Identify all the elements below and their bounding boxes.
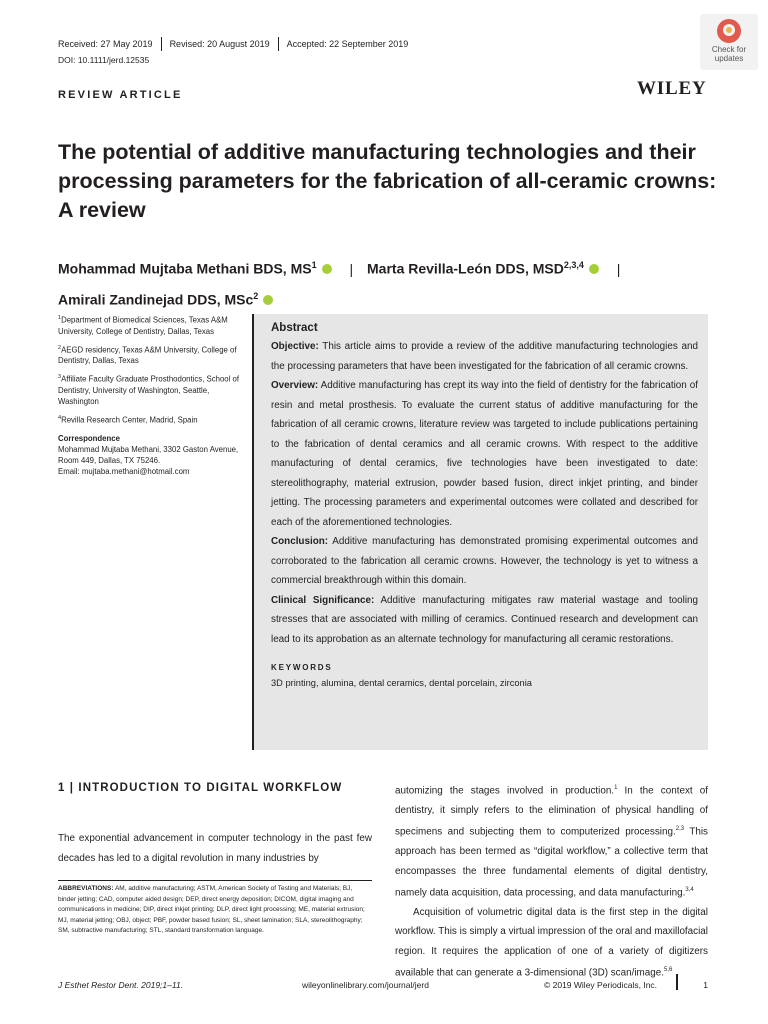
keywords-heading: KEYWORDS bbox=[271, 663, 333, 672]
journal-url[interactable]: wileyonlinelibrary.com/journal/jerd bbox=[302, 980, 429, 990]
abbreviations-footnote: ABBREVIATIONS: AM, additive manufacturing; ASTM, American Society of Testing and Materials; BJ, binder jetting; CAD, computer aided design; DEP, direct energy deposition; DICOM, digital imaging and communications in medicine; DIP, direct inkjet printing; DLP, direct light processing; ME, material extrusion; MJ, material jetting; OBJ, object; PBF, powder based fusion; SL, sheet lamination; SLA, stereolithography; SM, subtractive manufacturing; STL, standard transformation language. bbox=[58, 885, 365, 935]
citation-ref[interactable]: 2,3 bbox=[675, 826, 685, 833]
citation-ref[interactable]: 1 bbox=[614, 785, 618, 791]
affiliation: $^4$Revilla Research Center, Madrid, Spain bbox=[58, 414, 198, 425]
author-affil-ref: 2,3,4 bbox=[563, 260, 584, 270]
date-separator bbox=[278, 37, 279, 51]
accepted-date: Accepted: 22 September 2019 bbox=[286, 39, 409, 49]
abstract-objective: Objective: This article aims to provide a review of the additive manufacturing technologies and the processing parameters that have been investigated for the fabrication of all ceramic crowns. bbox=[271, 341, 698, 372]
page-number: 1 bbox=[703, 980, 708, 990]
affiliation: $^1$Department of Biomedical Sciences, Texas A&M University, College of Dentistry, Dallas, Texas bbox=[58, 315, 228, 336]
author-name[interactable]: Mohammad Mujtaba Methani BDS, MS bbox=[58, 260, 312, 277]
affiliation: $^3$Affiliate Faculty Graduate Prosthodontics, School of Dentistry, University of Washington, Seattle, Washington bbox=[58, 374, 240, 406]
orcid-icon[interactable] bbox=[589, 264, 599, 274]
abstract-conclusion: Conclusion: Additive manufacturing has demonstrated promising experimental outcomes and corroborated to the fabrication all ceramic crowns. However, the technology is yet to witness a commercial breakthrough within this domain. bbox=[271, 536, 698, 586]
body-paragraph: automizing the stages involved in production.$^1$ In the context of dentistry, it simply refers to the elimination of physical handling of specimens and subjecting them to computerized processing.$^{2,3}$ This approach has been termed as “digital workflow,” a collective term that encompasses the three fundamental elements of digital dentistry, namely data acquisition, data processing, and data manufacturing.$^{3,4}$ bbox=[395, 785, 709, 899]
article-type: REVIEW ARTICLE bbox=[58, 89, 183, 101]
affiliations bbox=[58, 313, 244, 477]
author-name[interactable]: Marta Revilla-León DDS, MSD bbox=[367, 260, 564, 277]
article-dates bbox=[58, 37, 408, 51]
check-for-updates-button[interactable] bbox=[700, 14, 758, 70]
doi[interactable]: DOI: 10.1111/jerd.12535 bbox=[58, 55, 150, 65]
section-heading: 1 | INTRODUCTION TO DIGITAL WORKFLOW bbox=[58, 782, 343, 794]
check-updates-label: Check for updates bbox=[711, 45, 747, 63]
author-list bbox=[58, 252, 718, 313]
correspondence-address: Mohammad Mujtaba Methani, 3302 Gaston Avenue, Room 449, Dallas, TX 75246. bbox=[58, 445, 239, 466]
copyright: © 2019 Wiley Periodicals, Inc. bbox=[544, 980, 658, 990]
article-title: The potential of additive manufacturing technologies and their processing parameters for the fabrication of all-ceramic crowns: A review bbox=[58, 140, 717, 222]
author-name[interactable]: Amirali Zandinejad DDS, MSc bbox=[58, 291, 254, 308]
publisher-logo: WILEY bbox=[637, 78, 707, 99]
citation-ref[interactable]: 3,4 bbox=[685, 887, 694, 894]
orcid-icon[interactable] bbox=[263, 295, 273, 305]
check-updates-icon bbox=[717, 19, 741, 43]
author-affil-ref: 1 bbox=[311, 260, 317, 270]
abstract-overview: Overview: Additive manufacturing has crept its way into the field of dentistry for the fabrication of resin and metal prosthesis. To evaluate the current status of additive manufacturing for the fabrication of all ceramic crowns, literature review was targeted to include publications pertaining to the fabrication of dental ceramics and all ceramic crowns. With respect to the additive manufacturing of dental ceramics, five technologies have been investigated to date: stereolithography, material extrusion, powder based fusion, direct inkjet printing, and binder jetting. The processing parameters and experimental outcomes were collated and described for each of the aforementioned technologies. bbox=[271, 380, 698, 528]
author-separator: | bbox=[616, 260, 621, 277]
body-text-right bbox=[395, 779, 708, 983]
revised-date: Revised: 20 August 2019 bbox=[169, 39, 270, 49]
author-affil-ref: 2 bbox=[253, 290, 259, 301]
keywords: 3D printing, alumina, dental ceramics, dental porcelain, zirconia bbox=[271, 678, 532, 688]
footer-divider bbox=[676, 974, 678, 990]
abstract-clinical-significance: Clinical Significance: Additive manufacturing mitigates raw material wastage and tooling stresses that are associated with milling of ceramics. Continued research and development can lead to its approbation as an alternate technology for manufacturing all ceramic restorations. bbox=[271, 594, 699, 645]
body-paragraph: Acquisition of volumetric digital data is the first step in the digital workflow. This is simply a virtual impression of the oral and maxillofacial region. It requires the application of one of a variety of digitizers available that can generate a 3-dimensional (3D) scan/image.$^{5,6}$ bbox=[395, 906, 708, 979]
date-separator bbox=[161, 37, 162, 51]
abstract-box bbox=[252, 314, 708, 750]
citation-ref[interactable]: 5,6 bbox=[663, 967, 673, 974]
footnote-divider bbox=[58, 880, 372, 881]
author-separator: | bbox=[349, 260, 354, 277]
abstract-heading: Abstract bbox=[271, 322, 318, 334]
journal-citation: J Esthet Restor Dent. 2019;1–11. bbox=[58, 980, 184, 990]
correspondence-title: Correspondence bbox=[58, 434, 120, 444]
orcid-icon[interactable] bbox=[322, 264, 332, 274]
correspondence-email[interactable]: Email: mujtaba.methani@hotmail.com bbox=[58, 467, 190, 477]
affiliation: $^2$AEGD residency, Texas A&M University, College of Dentistry, Dallas, Texas bbox=[58, 344, 237, 366]
received-date: Received: 27 May 2019 bbox=[58, 39, 153, 49]
body-text-left: The exponential advancement in computer technology in the past few decades has led to a digital revolution in many industries by bbox=[58, 833, 372, 864]
